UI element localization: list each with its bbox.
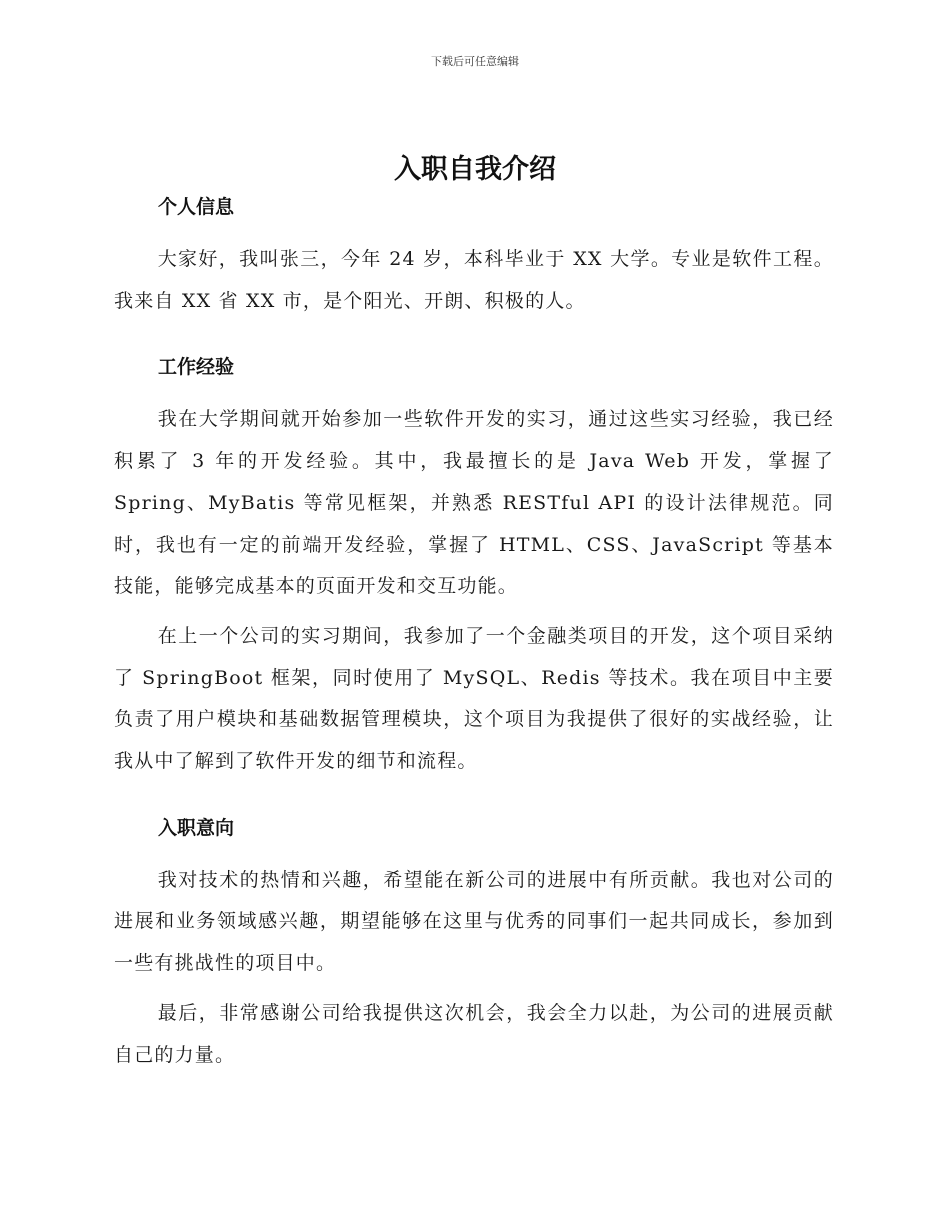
paragraph-work-experience-1: 我在大学期间就开始参加一些软件开发的实习，通过这些实习经验，我已经积累了 3 年的开发经验。其中，我最擅长的是 Java Web 开发，掌握了 Spring、MyBatis 等常见框架，并熟悉 RESTful API 的设计法律规范。同时，我也有一定的前端开发经验，掌握了 HTML、CSS、JavaScript 等基本技能，能够完成基本的页面开发和交互功能。 xyxy=(114,408,834,598)
paragraph-personal-info: 大家好，我叫张三，今年 24 岁，本科毕业于 XX 大学。专业是软件工程。我来自 XX 省 XX 市，是个阳光、开朗、积极的人。 xyxy=(114,248,834,312)
document-body xyxy=(114,192,834,1076)
paragraph-job-intention-1: 我对技术的热情和兴趣，希望能在新公司的进展中有所贡献。我也对公司的进展和业务领域感兴趣，期望能够在这里与优秀的同事们一起共同成长，参加到一些有挑战性的项目中。 xyxy=(114,868,834,975)
section-heading-personal-info: 个人信息 xyxy=(158,196,235,218)
section-heading-work-experience: 工作经验 xyxy=(158,356,235,379)
paragraph-job-intention-2: 最后，非常感谢公司给我提供这次机会，我会全力以赴，为公司的进展贡献自己的力量。 xyxy=(114,1001,834,1066)
header-note: 下载后可任意编辑 xyxy=(431,55,519,68)
document-title: 入职自我介绍 xyxy=(394,154,556,185)
section-heading-job-intention: 入职意向 xyxy=(158,816,235,839)
paragraph-work-experience-2: 在上一个公司的实习期间，我参加了一个金融类项目的开发，这个项目采纳了 SpringBoot 框架，同时使用了 MySQL、Redis 等技术。我在项目中主要负责了用户模块和基础数据管理模块，这个项目为我提供了很好的实战经验，让我从中了解到了软件开发的细节和流程。 xyxy=(114,624,834,773)
